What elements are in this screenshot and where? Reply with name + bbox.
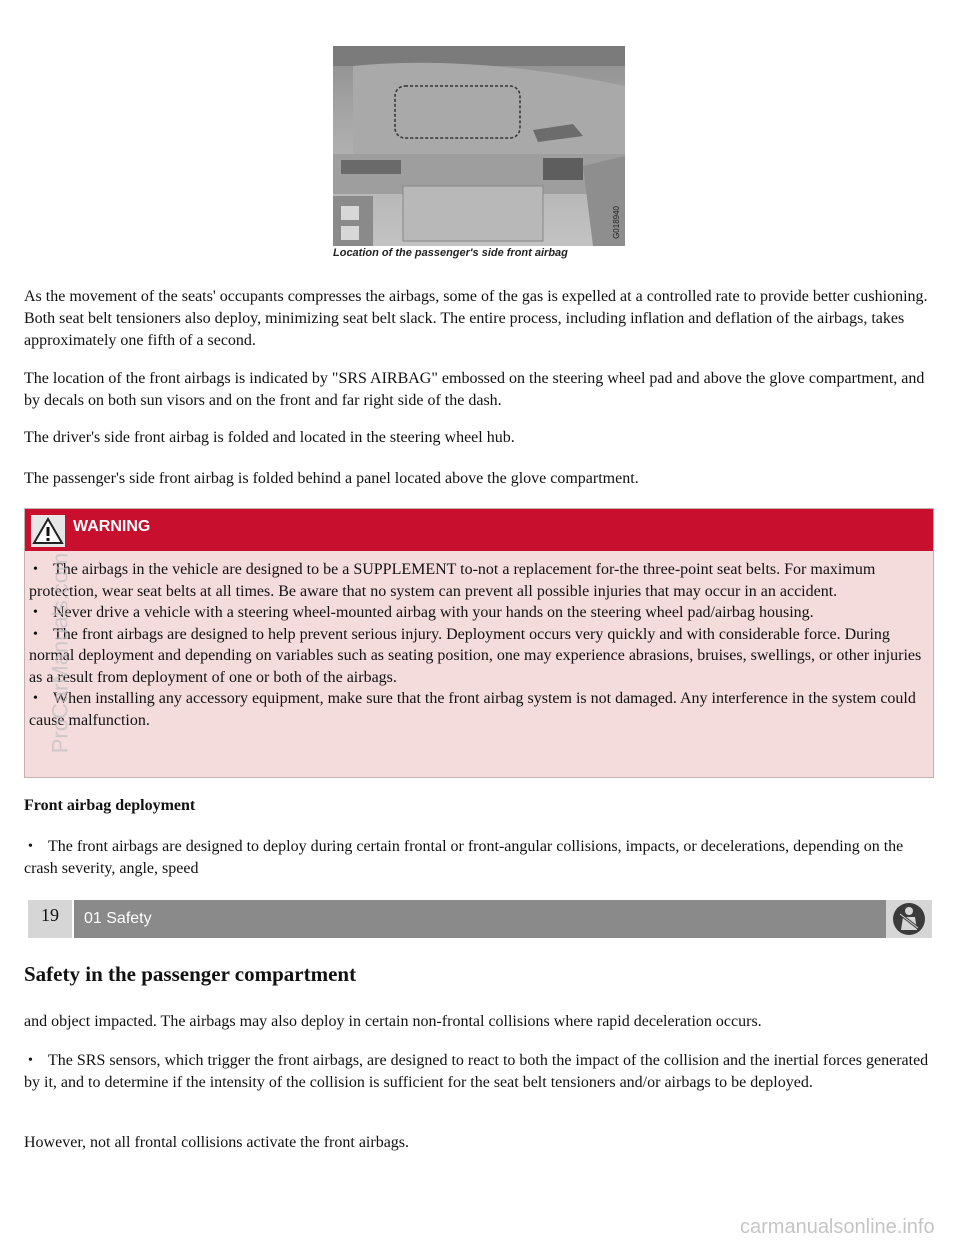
- paragraph-passenger-airbag: The passenger's side front airbag is folded behind a panel located above the glove compartment.: [24, 470, 639, 487]
- warning-item: • When installing any accessory equipment, make sure that the front airbag system is not damaged. Any interference in the system could cause malfunction.: [29, 688, 929, 731]
- section-heading: Safety in the passenger compartment: [24, 962, 357, 986]
- page-number: 19: [28, 900, 72, 938]
- airbag-location-figure: [333, 46, 625, 264]
- paragraph-driver-airbag: The driver's side front airbag is folded and located in the steering wheel hub.: [24, 429, 515, 446]
- section-list: [24, 1050, 936, 1094]
- warning-item: • The airbags in the vehicle are designed to be a SUPPLEMENT to-not a replacement for-the three-point seat belts. For maximum protection, wear seat belts at all times. Be aware that no system can prevent all possible injuries that may occur in an accident.: [29, 559, 929, 602]
- warning-triangle-icon: [31, 515, 65, 547]
- warning-header: [25, 509, 933, 551]
- deployment-item: • The front airbags are designed to deploy during certain frontal or front-angular collisions, impacts, or decelerations, depending on the crash severity, angle, speed: [24, 836, 936, 880]
- section-closing: However, not all frontal collisions activate the front airbags.: [24, 1134, 410, 1151]
- warning-item: • Never drive a vehicle with a steering wheel-mounted airbag with your hands on the steering wheel pad/airbag housing.: [29, 602, 929, 624]
- warning-list: [29, 559, 929, 731]
- deployment-list: [24, 836, 936, 880]
- warning-title: WARNING: [73, 518, 151, 535]
- section-item: • The SRS sensors, which trigger the front airbags, are designed to react to both the impact of the collision and the inertial forces generated by it, and to determine if the intensity of the collision is sufficient for the seat belt tensioners and/or airbags to be deployed.: [24, 1050, 936, 1094]
- figure-code: G018940: [612, 206, 621, 239]
- paragraph-airbag-compression: As the movement of the seats' occupants compresses the airbags, some of the gas is expelled at a controlled rate to provide better cushioning. Both seat belt tensioners also deploy, minimizing seat belt slack. The entire process, including inflation and deflation of the airbags, takes approximately one fifth of a second.: [24, 288, 928, 349]
- deployment-heading: Front airbag deployment: [24, 797, 196, 814]
- paragraph-airbag-location: The location of the front airbags is indicated by "SRS AIRBAG" embossed on the steering wheel pad and above the glove compartment, and by decals on both sun visors and on the front and far right side of the dash.: [24, 370, 925, 409]
- warning-item: • The front airbags are designed to help prevent serious injury. Deployment occurs very quickly and with considerable force. During normal deployment and depending on variables such as seating position, one may experience abrasions, bruises, swellings, or other injuries as a result from deployment of one or both of the airbags.: [29, 624, 929, 689]
- side-watermark: ProCarManuals.com: [47, 552, 73, 754]
- section-header-bar: [28, 900, 932, 938]
- seatbelt-icon: [886, 900, 932, 938]
- warning-box: [24, 508, 934, 778]
- section-title: 01 Safety: [74, 900, 894, 938]
- footer-watermark: carmanualsonline.info: [740, 1216, 935, 1238]
- section-intro: and object impacted. The airbags may also deploy in certain non-frontal collisions where rapid deceleration occurs.: [24, 1013, 762, 1030]
- figure-caption: Location of the passenger's side front airbag: [333, 247, 568, 259]
- dashboard-photo: [333, 46, 625, 246]
- dashboard-illustration: [333, 46, 625, 246]
